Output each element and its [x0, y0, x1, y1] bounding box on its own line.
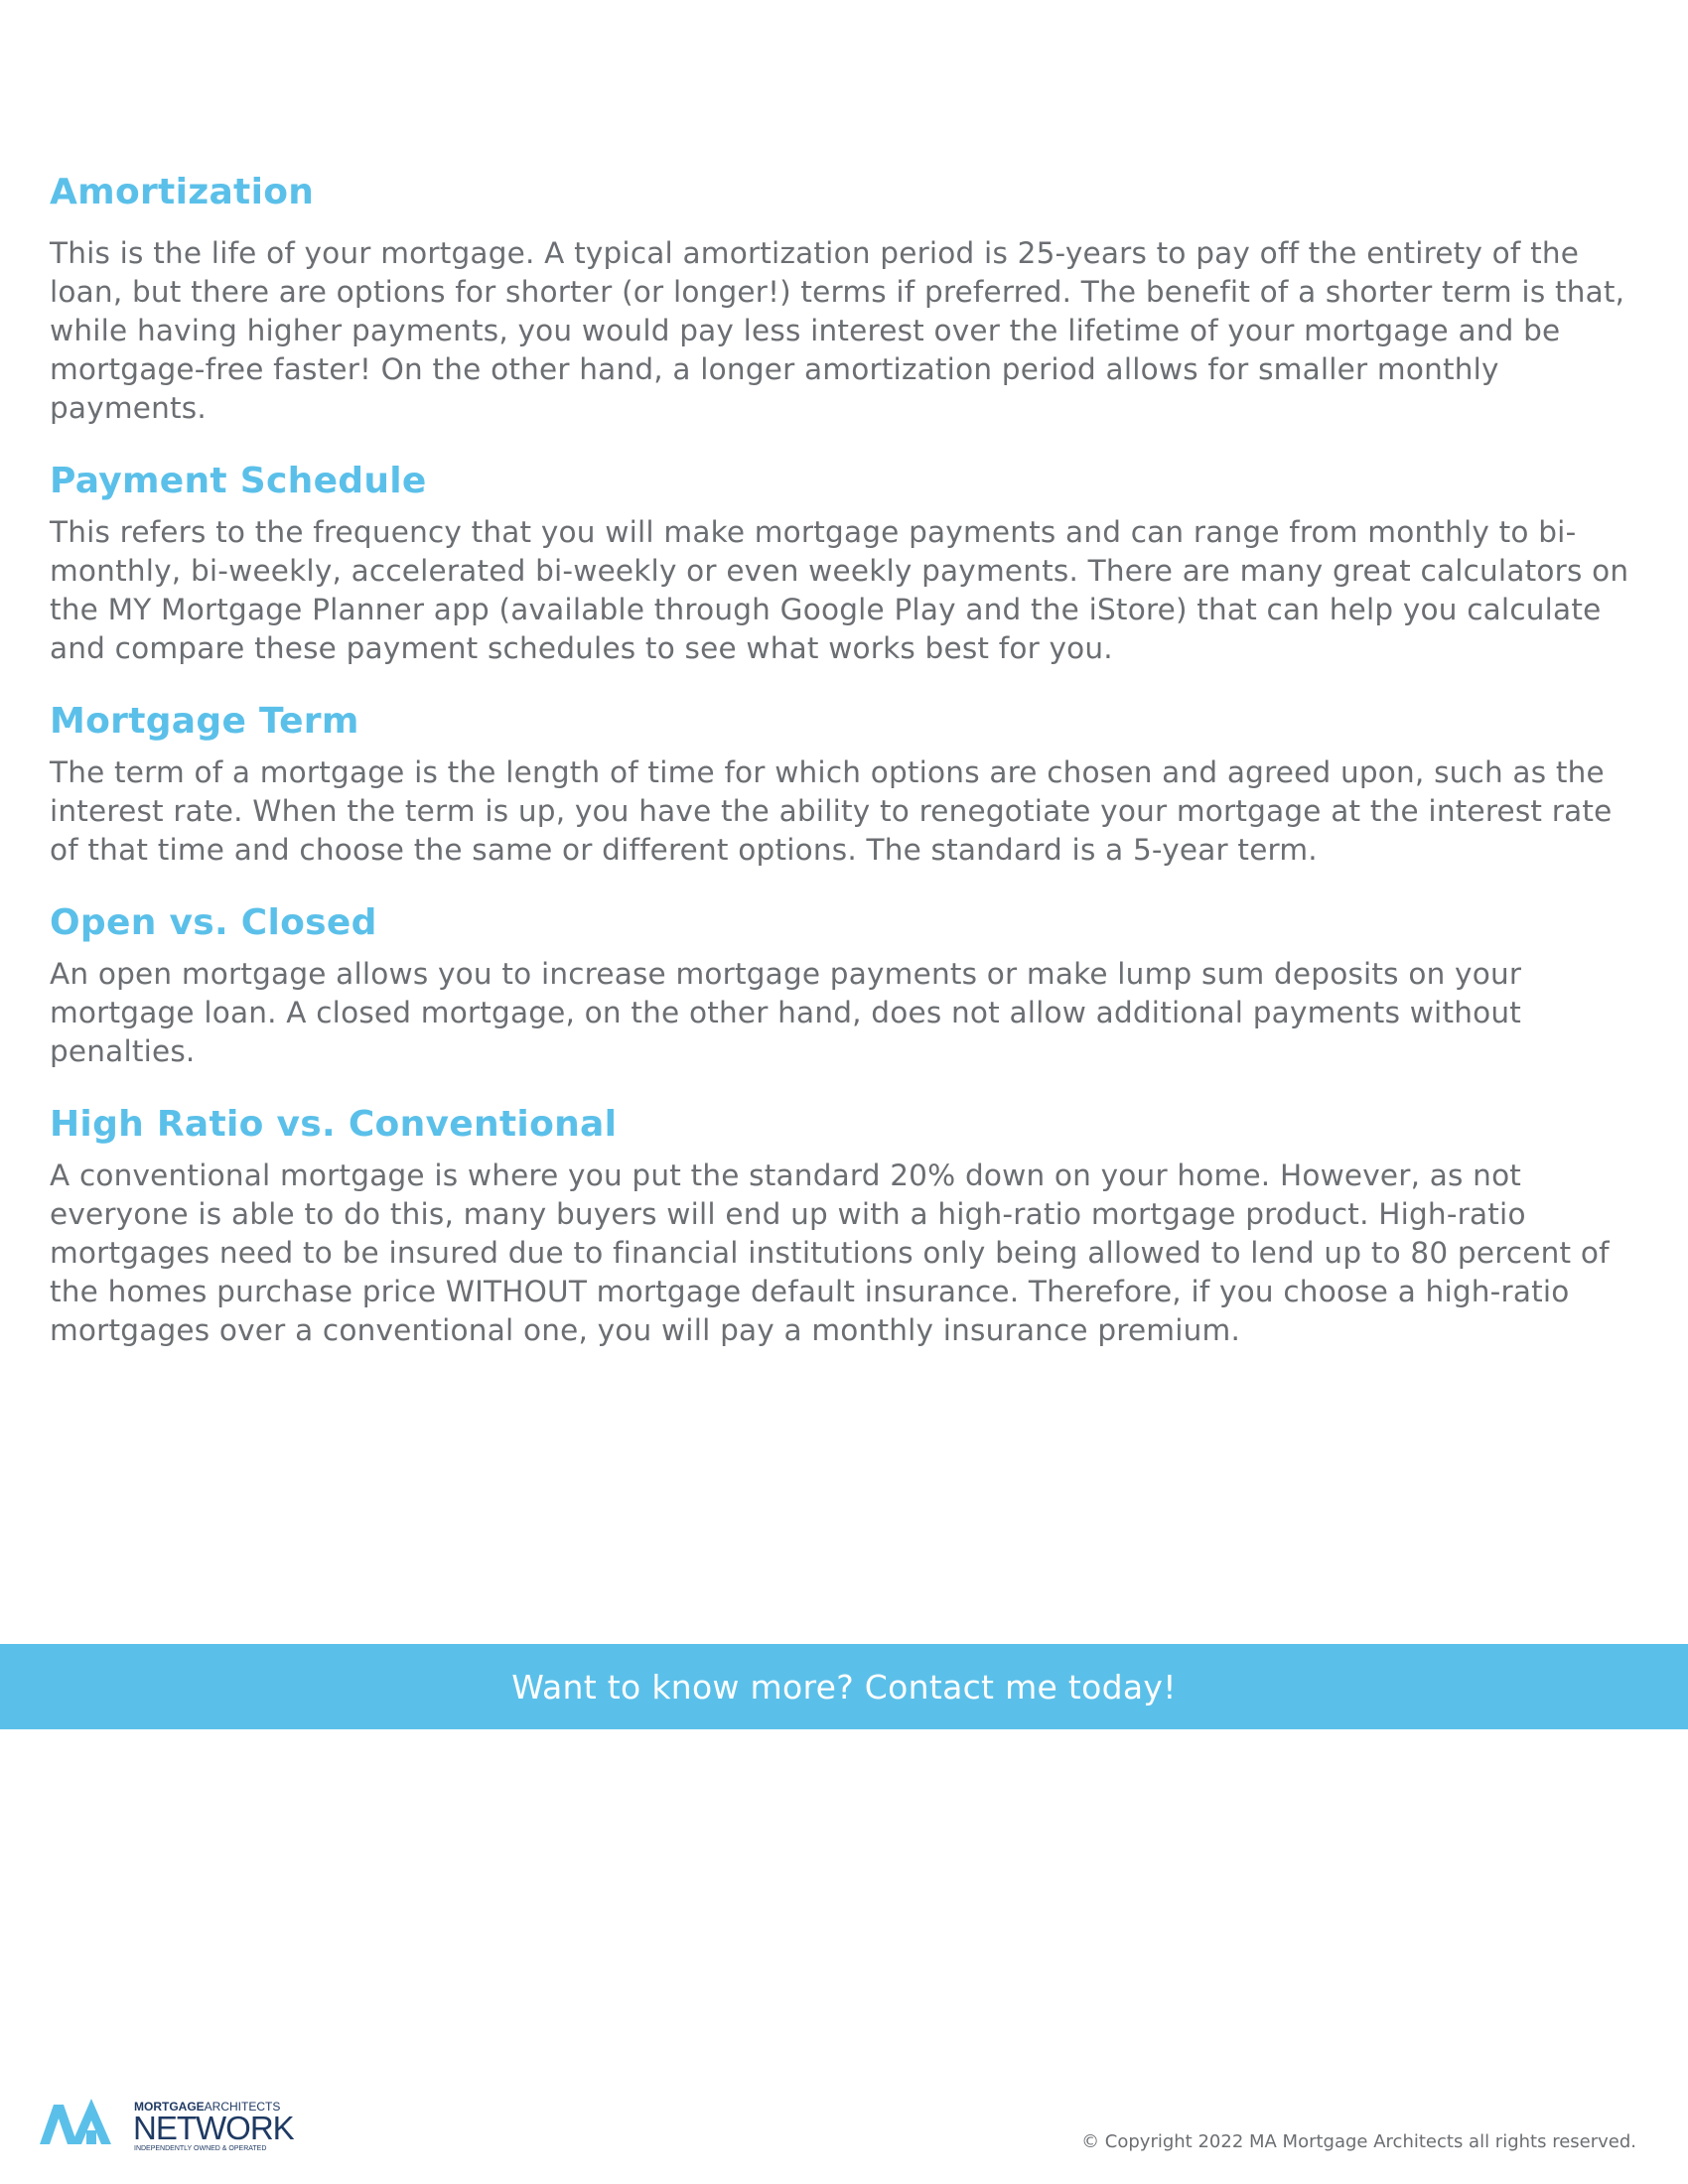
- document-body: [50, 171, 1643, 1382]
- cta-text: Want to know more? Contact me today!: [511, 1667, 1177, 1706]
- section-body: An open mortgage allows you to increase mortgage payments or make lump sum deposits on your mortgage loan. A closed mortgage, on the other hand, does not allow additional payments without penalties.: [50, 957, 1522, 1068]
- section-heading: Open vs. Closed: [50, 902, 377, 943]
- ma-logo-icon: [40, 2095, 308, 2156]
- mortgage-architects-logo: [40, 2095, 308, 2156]
- logo-brand-top: MORTGAGEARCHITECTS: [134, 2100, 281, 2114]
- contact-cta-banner[interactable]: [0, 1644, 1688, 1729]
- section-body: This is the life of your mortgage. A typical amortization period is 25-years to pay off the entirety of the loan, but there are options for shorter (or longer!) terms if preferred. The benefit of a shorter term is that, while having higher payments, you would pay less interest over the lifetime of your mortgage and be mortgage-free faster! On the other hand, a longer amortization period allows for smaller monthly payments.: [50, 236, 1625, 425]
- copyright-text: © Copyright 2022 MA Mortgage Architects all rights reserved.: [1081, 2131, 1636, 2152]
- section-mortgage-term: [50, 700, 1643, 870]
- section-body: A conventional mortgage is where you put the standard 20% down on your home. However, as not everyone is able to do this, many buyers will end up with a high-ratio mortgage product. High-ratio mortgages need to be insured due to financial institutions only being allowed to lend up to 80 percent of the homes purchase price WITHOUT mortgage default insurance. Therefore, if you choose a high-ratio mortgages over a conventional one, you will pay a monthly insurance premium.: [50, 1159, 1610, 1347]
- section-body: The term of a mortgage is the length of time for which options are chosen and agreed upon, such as the interest rate. When the term is up, you have the ability to renegotiate your mortgage at the interest rate of that time and choose the same or different options. The standard is a 5-year term.: [50, 755, 1613, 867]
- section-amortization: [50, 171, 1643, 428]
- section-high-ratio-vs-conventional: [50, 1103, 1643, 1350]
- section-heading: Payment Schedule: [50, 461, 427, 501]
- section-body: This refers to the frequency that you will make mortgage payments and can range from monthly to bi-monthly, bi-weekly, accelerated bi-weekly or even weekly payments. There are many great calculators on the MY Mortgage Planner app (available through Google Play and the iStore) that can help you calculate and compare these payment schedules to see what works best for you.: [50, 515, 1629, 665]
- logo-tagline: INDEPENDENTLY OWNED & OPERATED: [134, 2145, 267, 2152]
- section-heading: Mortgage Term: [50, 701, 359, 742]
- section-heading: High Ratio vs. Conventional: [50, 1104, 618, 1145]
- section-heading: Amortization: [50, 172, 315, 212]
- logo-brand-main: NETWORK: [133, 2110, 294, 2146]
- section-payment-schedule: [50, 460, 1643, 668]
- section-open-vs-closed: [50, 901, 1643, 1071]
